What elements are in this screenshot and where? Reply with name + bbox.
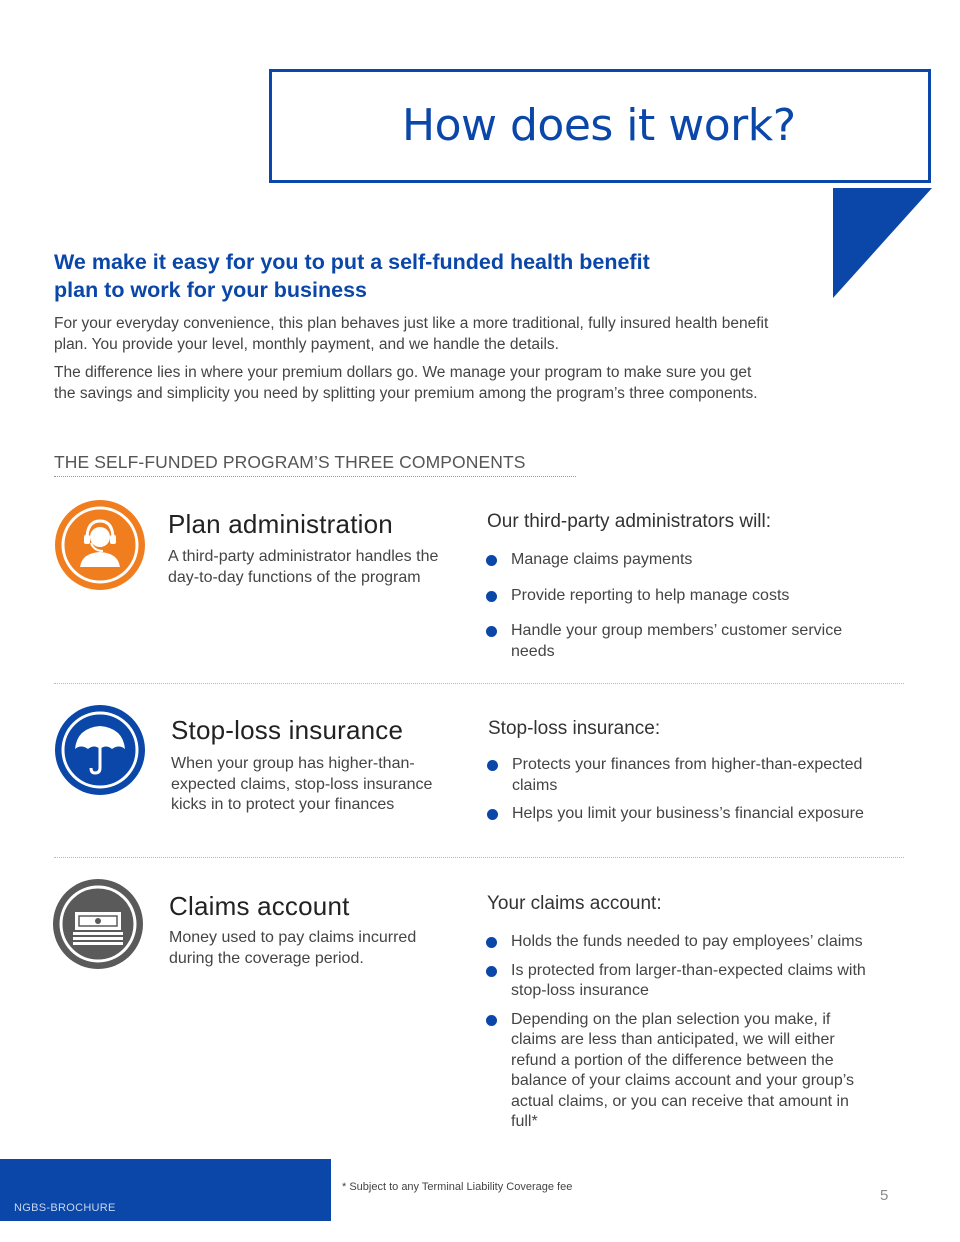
bullet-dot (486, 626, 497, 637)
bullet-dot (487, 760, 498, 771)
list-item: Provide reporting to help manage costs (486, 586, 846, 607)
footnote: * Subject to any Terminal Liability Coverage fee (342, 1181, 573, 1193)
divider (54, 683, 904, 684)
list-item: Depending on the plan selection you make, if claims are less than anticipated, we will either refund a portion of the difference between the balance of your claims account and your group’s actual claims, or you can receive that amount in full* (486, 1010, 898, 1133)
bullet-list (486, 550, 846, 662)
bullet-dot (486, 1015, 497, 1026)
list-item: Protects your finances from higher-than-expected claims (487, 755, 897, 796)
list-item: Handle your group members’ customer service needs (486, 621, 846, 662)
list-item: Holds the funds needed to pay employees’ claims (486, 932, 898, 953)
bullet-dot (486, 591, 497, 602)
component-description: A third-party administrator handles the day-to-day functions of the program (168, 548, 439, 586)
components-heading: THE SELF-FUNDED PROGRAM’S THREE COMPONENTS (54, 452, 576, 477)
bullet-list (487, 755, 897, 825)
footer-bar (0, 1159, 331, 1221)
intro-paragraph: The difference lies in where your premium dollars go. We manage your program to make sure you get the savings and simplicity you need by splitting your premium among the program’s three components. (54, 364, 758, 402)
list-item: Is protected from larger-than-expected claims with stop-loss insurance (486, 961, 898, 1002)
page-title: How does it work? (402, 100, 796, 151)
divider (54, 857, 904, 858)
list-heading: Your claims account: (487, 893, 662, 914)
money-stack-icon (52, 878, 144, 970)
component-description: Money used to pay claims incurred during the coverage period. (169, 929, 417, 967)
intro-heading: We make it easy for you to put a self-funded health benefit plan to work for your business (54, 250, 650, 302)
list-item: Helps you limit your business’s financial exposure (487, 804, 897, 825)
component-title: Stop-loss insurance (171, 715, 404, 745)
headset-person-icon (54, 499, 146, 591)
document-code: NGBS-BROCHURE (14, 1202, 116, 1214)
component-title: Plan administration (168, 509, 393, 539)
umbrella-icon (54, 704, 146, 796)
list-item: Manage claims payments (486, 550, 846, 571)
component-title: Claims account (169, 891, 350, 921)
component-description: When your group has higher-than-expected claims, stop-loss insurance kicks in to protect your finances (171, 755, 433, 813)
page-number: 5 (880, 1187, 889, 1204)
title-box (269, 69, 931, 183)
bullet-dot (486, 937, 497, 948)
bullet-dot (486, 966, 497, 977)
list-heading: Our third-party administrators will: (487, 511, 772, 532)
intro-paragraph: For your everyday convenience, this plan behaves just like a more traditional, fully insured health benefit plan. You provide your level, monthly payment, and we handle the details. (54, 315, 769, 353)
bullet-dot (486, 555, 497, 566)
list-heading: Stop-loss insurance: (488, 718, 661, 739)
corner-triangle-decoration (832, 188, 932, 298)
bullet-list (486, 932, 898, 1133)
bullet-dot (487, 809, 498, 820)
